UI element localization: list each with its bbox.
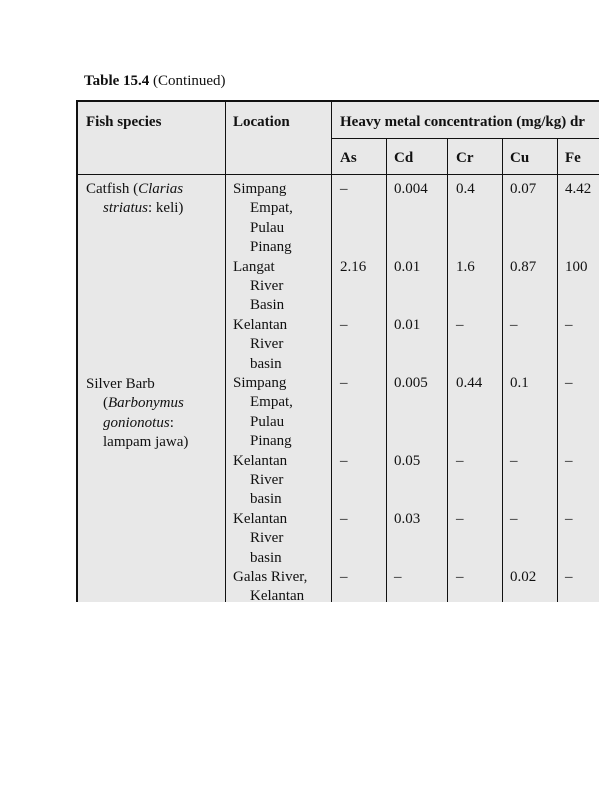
header-fish-species: Fish species: [86, 114, 162, 130]
location-line: Kelantan: [233, 316, 288, 333]
value-fe: 100: [565, 258, 588, 275]
value-cd: 0.05: [394, 452, 421, 469]
header-cr: Cr: [456, 150, 474, 166]
header-as: As: [340, 150, 357, 166]
value-cu: –: [510, 316, 518, 333]
value-cu: 0.1: [510, 375, 529, 391]
species-silver-barb: Silver Barb (Barbonymus gonionotus: lampam jawa): [86, 376, 189, 451]
value-as: –: [340, 375, 348, 391]
value-as: 2.16: [340, 258, 367, 275]
value-cd: 0.01: [394, 316, 421, 333]
location-line: Basin: [250, 297, 285, 314]
location-cell: [233, 452, 287, 510]
table-caption: [84, 73, 226, 90]
location-cell: [233, 258, 284, 316]
location-line: Kelantan: [233, 510, 288, 527]
value-cr: –: [456, 316, 464, 333]
value-cr: –: [456, 510, 464, 527]
location-line: basin: [250, 355, 282, 372]
value-cr: 1.6: [456, 258, 475, 275]
value-cd: –: [394, 569, 402, 585]
location-cell: [233, 180, 293, 258]
location-line: Langat: [233, 258, 275, 275]
value-fe: –: [565, 375, 573, 391]
location-line: River: [250, 336, 284, 353]
value-as: –: [340, 510, 348, 527]
value-as: –: [340, 452, 348, 469]
value-cu: –: [510, 510, 518, 527]
header-cd: Cd: [394, 150, 414, 166]
value-fe: –: [565, 452, 573, 469]
value-fe: –: [565, 316, 573, 333]
value-cr: –: [456, 569, 464, 585]
value-as: –: [340, 181, 348, 197]
location-cell: [233, 374, 293, 452]
location-line: basin: [250, 491, 282, 508]
location-line: Pinang: [250, 433, 292, 450]
location-line: Simpang: [233, 375, 287, 391]
value-cd: 0.005: [394, 375, 428, 391]
location-line: basin: [250, 549, 282, 566]
location-cell: [233, 568, 307, 602]
location-line: Pulau: [250, 413, 285, 430]
header-location: Location: [233, 114, 290, 130]
value-as: –: [340, 316, 348, 333]
column-divider: [331, 102, 332, 602]
value-cu: 0.87: [510, 258, 537, 275]
value-fe: –: [565, 569, 573, 585]
value-fe: 4.42: [565, 181, 592, 197]
header-fe: Fe: [565, 150, 581, 166]
location-line: River: [250, 278, 284, 294]
location-line: Simpang: [233, 181, 287, 197]
value-cr: 0.4: [456, 181, 475, 197]
location-line: Kelantan: [250, 588, 305, 602]
header-heavy-metal-concentration: Heavy metal concentration (mg/kg) dr: [340, 114, 585, 130]
header-cu: Cu: [510, 150, 530, 166]
location-line: Empat,: [250, 394, 293, 411]
species-catfish: Catfish (Clarias striatus: keli): [86, 181, 184, 217]
header-bottom-rule: [78, 174, 599, 175]
column-divider: [557, 138, 558, 602]
location-line: River: [250, 472, 284, 488]
value-cu: –: [510, 452, 518, 469]
location-cell: [233, 316, 287, 374]
heavy-metal-table: [76, 100, 599, 602]
value-cu: 0.02: [510, 569, 537, 585]
location-line: Empat,: [250, 200, 293, 217]
value-fe: –: [565, 510, 573, 527]
location-line: Galas River,: [233, 569, 308, 585]
header-divider: [331, 138, 599, 139]
location-line: River: [250, 530, 284, 547]
value-cd: 0.004: [394, 181, 428, 197]
table-caption-suffix: (Continued): [153, 73, 226, 89]
column-divider: [386, 138, 387, 602]
location-cell: [233, 510, 287, 568]
location-line: Kelantan: [233, 452, 288, 469]
value-cd: 0.03: [394, 510, 421, 527]
column-divider: [225, 102, 226, 602]
value-cd: 0.01: [394, 258, 421, 275]
column-divider: [447, 138, 448, 602]
value-cr: –: [456, 452, 464, 469]
column-divider: [502, 138, 503, 602]
value-cr: 0.44: [456, 375, 483, 391]
location-line: Pinang: [250, 239, 292, 256]
value-cu: 0.07: [510, 181, 537, 197]
table-number: Table 15.4: [84, 73, 150, 89]
value-as: –: [340, 569, 348, 585]
location-line: Pulau: [250, 219, 285, 236]
